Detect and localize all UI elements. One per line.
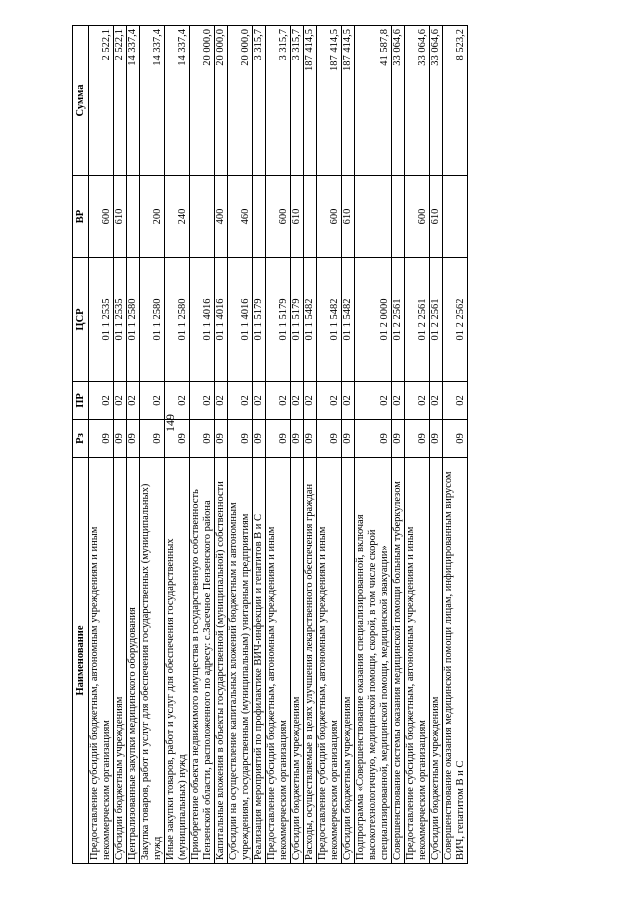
cell-rz: 09 bbox=[430, 420, 443, 458]
cell-vr: 600 bbox=[89, 176, 114, 258]
cell-sum: 187 414,5 bbox=[342, 26, 355, 176]
cell-pr: 02 bbox=[392, 382, 405, 420]
cell-pr: 02 bbox=[215, 382, 228, 420]
cell-name: Субсидии на осуществление капитальных вложений бюджетным и автономным учреждениям, государственным (муниципальным) унитарным предприятиям bbox=[228, 458, 253, 864]
cell-pr: 02 bbox=[291, 382, 304, 420]
cell-pr: 02 bbox=[89, 382, 114, 420]
table-body bbox=[89, 26, 468, 864]
budget-table-container bbox=[72, 26, 560, 864]
table-row bbox=[304, 26, 317, 864]
cell-vr bbox=[355, 176, 392, 258]
table-row bbox=[405, 26, 430, 864]
cell-rz: 09 bbox=[114, 420, 127, 458]
cell-vr: 610 bbox=[430, 176, 443, 258]
cell-sum: 20 000,0 bbox=[228, 26, 253, 176]
cell-name: Предоставление субсидий бюджетным, автономным учреждениям и иным некоммерческим организациям bbox=[405, 458, 430, 864]
page-number: 149 bbox=[163, 414, 177, 432]
table-row bbox=[114, 26, 127, 864]
cell-sum: 33 064,6 bbox=[430, 26, 443, 176]
cell-name: Субсидии бюджетным учреждениям bbox=[430, 458, 443, 864]
cell-vr: 460 bbox=[228, 176, 253, 258]
cell-pr: 02 bbox=[228, 382, 253, 420]
cell-rz: 09 bbox=[266, 420, 291, 458]
cell-rz: 09 bbox=[127, 420, 140, 458]
table-row bbox=[165, 26, 190, 864]
cell-vr: 610 bbox=[114, 176, 127, 258]
cell-pr: 02 bbox=[430, 382, 443, 420]
cell-csr: 01 1 4016 bbox=[190, 258, 215, 382]
cell-csr: 01 1 2580 bbox=[165, 258, 190, 382]
cell-csr: 01 2 0000 bbox=[355, 258, 392, 382]
cell-rz: 09 bbox=[405, 420, 430, 458]
cell-pr: 02 bbox=[405, 382, 430, 420]
table-row bbox=[342, 26, 355, 864]
cell-csr: 01 1 4016 bbox=[215, 258, 228, 382]
header-sum: Сумма bbox=[73, 26, 89, 176]
cell-rz: 09 bbox=[89, 420, 114, 458]
cell-csr: 01 1 2535 bbox=[114, 258, 127, 382]
cell-vr: 600 bbox=[317, 176, 342, 258]
cell-pr: 02 bbox=[355, 382, 392, 420]
cell-name: Реализация мероприятий по профилактике ВИЧ-инфекции и гепатитов В и С bbox=[253, 458, 266, 864]
table-row bbox=[215, 26, 228, 864]
cell-csr: 01 1 5179 bbox=[291, 258, 304, 382]
cell-csr: 01 1 5179 bbox=[253, 258, 266, 382]
cell-vr bbox=[304, 176, 317, 258]
cell-csr: 01 1 2580 bbox=[127, 258, 140, 382]
budget-table bbox=[72, 25, 468, 864]
cell-csr: 01 1 5482 bbox=[317, 258, 342, 382]
table-row bbox=[443, 26, 468, 864]
cell-vr bbox=[127, 176, 140, 258]
cell-name: Закупка товаров, работ и услуг для обеспечения государственных (муниципальных) нужд bbox=[140, 458, 165, 864]
cell-pr: 02 bbox=[165, 382, 190, 420]
cell-sum: 14 337,4 bbox=[165, 26, 190, 176]
table-row bbox=[392, 26, 405, 864]
header-name: Наименование bbox=[73, 458, 89, 864]
cell-name: Предоставление субсидий бюджетным, автономным учреждениям и иным некоммерческим организациям bbox=[266, 458, 291, 864]
cell-rz: 09 bbox=[342, 420, 355, 458]
cell-name: Субсидии бюджетным учреждениям bbox=[114, 458, 127, 864]
cell-sum: 14 337,4 bbox=[127, 26, 140, 176]
header-csr: ЦСР bbox=[73, 258, 89, 382]
cell-sum: 187 414,5 bbox=[304, 26, 317, 176]
cell-pr: 02 bbox=[114, 382, 127, 420]
cell-csr: 01 2 2561 bbox=[405, 258, 430, 382]
table-row bbox=[127, 26, 140, 864]
cell-name: Совершенствование оказания медицинской помощи лицам, инфицированным вирусом ВИЧ, гепатитом В и С bbox=[443, 458, 468, 864]
table-row bbox=[291, 26, 304, 864]
cell-vr: 610 bbox=[291, 176, 304, 258]
cell-rz: 09 bbox=[215, 420, 228, 458]
cell-csr: 01 2 2561 bbox=[430, 258, 443, 382]
cell-sum: 3 315,7 bbox=[291, 26, 304, 176]
cell-sum: 3 315,7 bbox=[266, 26, 291, 176]
cell-rz: 09 bbox=[190, 420, 215, 458]
cell-pr: 02 bbox=[266, 382, 291, 420]
cell-rz: 09 bbox=[304, 420, 317, 458]
cell-sum: 33 064,6 bbox=[392, 26, 405, 176]
cell-csr: 01 1 2535 bbox=[89, 258, 114, 382]
cell-rz: 09 bbox=[443, 420, 468, 458]
table-row bbox=[89, 26, 114, 864]
cell-name: Расходы, осуществляемые в целях улучшения лекарственного обеспечения граждан bbox=[304, 458, 317, 864]
cell-csr: 01 1 4016 bbox=[228, 258, 253, 382]
cell-sum: 14 337,4 bbox=[140, 26, 165, 176]
cell-name: Субсидии бюджетным учреждениям bbox=[342, 458, 355, 864]
cell-csr: 01 2 2562 bbox=[443, 258, 468, 382]
cell-vr: 610 bbox=[342, 176, 355, 258]
cell-name: Приобретение объекта недвижимого имущества в государственную собственность Пензенской области, расположенного по адресу: с.Засечное Пензенского района bbox=[190, 458, 215, 864]
cell-vr bbox=[190, 176, 215, 258]
cell-pr: 02 bbox=[190, 382, 215, 420]
header-pr: ПР bbox=[73, 382, 89, 420]
cell-sum: 2 522,1 bbox=[89, 26, 114, 176]
cell-rz: 09 bbox=[228, 420, 253, 458]
cell-pr: 02 bbox=[140, 382, 165, 420]
table-header-row bbox=[73, 26, 89, 864]
cell-vr bbox=[392, 176, 405, 258]
cell-sum: 187 414,5 bbox=[317, 26, 342, 176]
cell-vr: 200 bbox=[140, 176, 165, 258]
cell-name: Совершенствование системы оказания медицинской помощи больным туберкулезом bbox=[392, 458, 405, 864]
cell-rz: 09 bbox=[253, 420, 266, 458]
cell-vr bbox=[253, 176, 266, 258]
cell-sum: 33 064,6 bbox=[405, 26, 430, 176]
cell-pr: 02 bbox=[342, 382, 355, 420]
cell-rz: 09 bbox=[392, 420, 405, 458]
cell-sum: 20 000,0 bbox=[190, 26, 215, 176]
cell-vr: 600 bbox=[405, 176, 430, 258]
cell-name: Предоставление субсидий бюджетным, автономным учреждениям и иным некоммерческим организациям bbox=[317, 458, 342, 864]
cell-name: Централизованные закупки медицинского оборудования bbox=[127, 458, 140, 864]
cell-name: Предоставление субсидий бюджетным, автономным учреждениям и иным некоммерческим организациям bbox=[89, 458, 114, 864]
header-vr: ВР bbox=[73, 176, 89, 258]
cell-pr: 02 bbox=[253, 382, 266, 420]
table-row bbox=[253, 26, 266, 864]
cell-rz: 09 bbox=[140, 420, 165, 458]
cell-name: Капитальные вложения в объекты государственной (муниципальной) собственности bbox=[215, 458, 228, 864]
table-row bbox=[190, 26, 215, 864]
cell-sum: 20 000,0 bbox=[215, 26, 228, 176]
cell-rz: 09 bbox=[317, 420, 342, 458]
cell-name: Субсидии бюджетным учреждениям bbox=[291, 458, 304, 864]
table-row bbox=[140, 26, 165, 864]
cell-csr: 01 2 2561 bbox=[392, 258, 405, 382]
cell-sum: 2 522,1 bbox=[114, 26, 127, 176]
table-row bbox=[317, 26, 342, 864]
cell-vr: 240 bbox=[165, 176, 190, 258]
cell-vr: 400 bbox=[215, 176, 228, 258]
cell-pr: 02 bbox=[317, 382, 342, 420]
cell-rz: 09 bbox=[165, 420, 190, 458]
table-row bbox=[228, 26, 253, 864]
table-row bbox=[430, 26, 443, 864]
cell-name: Подпрограмма «Совершенствование оказания специализированной, включая высокотехнологичную, медицинской помощи, скорой, в том числе скорой специализированной, медицинской помощи, медицинской эвакуации» bbox=[355, 458, 392, 864]
cell-vr bbox=[443, 176, 468, 258]
table-row bbox=[355, 26, 392, 864]
cell-rz: 09 bbox=[355, 420, 392, 458]
header-rz: Рз bbox=[73, 420, 89, 458]
cell-vr: 600 bbox=[266, 176, 291, 258]
cell-sum: 8 523,2 bbox=[443, 26, 468, 176]
cell-pr: 02 bbox=[127, 382, 140, 420]
cell-name: Иные закупки товаров, работ и услуг для обеспечения государственных (муниципальных) нужд bbox=[165, 458, 190, 864]
cell-sum: 41 587,8 bbox=[355, 26, 392, 176]
table-row bbox=[266, 26, 291, 864]
cell-csr: 01 1 2580 bbox=[140, 258, 165, 382]
cell-sum: 3 315,7 bbox=[253, 26, 266, 176]
cell-csr: 01 1 5482 bbox=[342, 258, 355, 382]
cell-csr: 01 1 5179 bbox=[266, 258, 291, 382]
cell-rz: 09 bbox=[291, 420, 304, 458]
cell-csr: 01 1 5482 bbox=[304, 258, 317, 382]
cell-pr: 02 bbox=[304, 382, 317, 420]
cell-pr: 02 bbox=[443, 382, 468, 420]
